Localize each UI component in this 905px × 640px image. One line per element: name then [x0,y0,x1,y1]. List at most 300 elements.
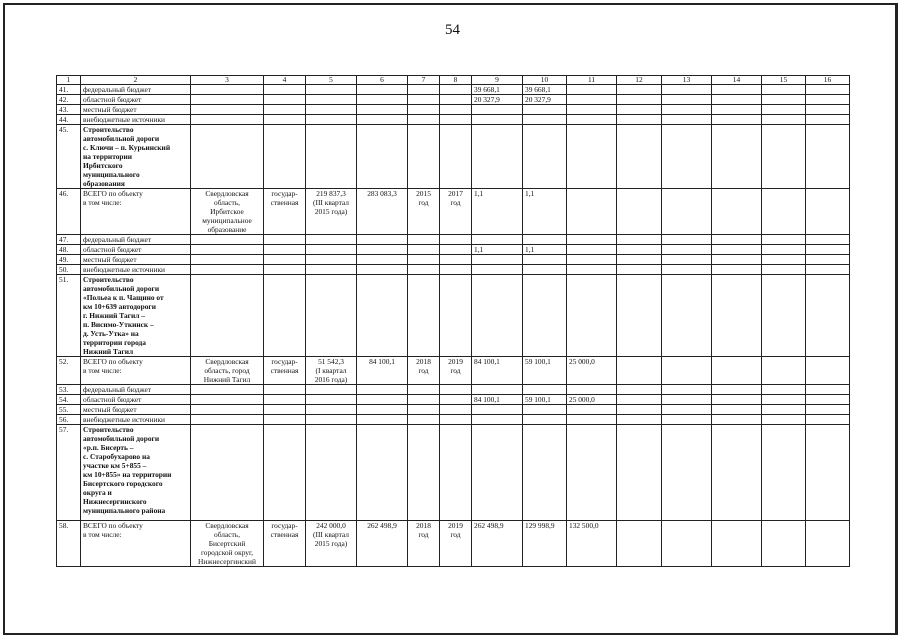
column-header-2: 2 [81,76,191,85]
cell-c12 [617,265,662,275]
cell-c14 [712,115,762,125]
row-number: 43. [57,105,81,115]
cell-c12 [617,105,662,115]
cell-c3: Свердловская область, Бисертский городской округ, Нижнесергинский [191,521,264,567]
cell-c9: 84 100,1 [472,357,523,385]
table-row [57,265,850,275]
cell-c12 [617,415,662,425]
cell-c7 [408,405,440,415]
cell-c7: 2015 год [408,189,440,235]
cell-c5: 242 000,0 (III квартал 2015 года) [306,521,357,567]
table-row [57,425,850,521]
cell-c11 [567,405,617,415]
cell-c12 [617,235,662,245]
cell-c10 [523,235,567,245]
cell-c6 [357,275,408,357]
cell-c6: 283 083,3 [357,189,408,235]
cell-c5: 219 837,3 (III квартал 2015 года) [306,189,357,235]
cell-c9 [472,255,523,265]
table-row [57,357,850,385]
cell-c13 [662,415,712,425]
row-name: федеральный бюджет [81,85,191,95]
row-number: 55. [57,405,81,415]
row-number: 42. [57,95,81,105]
cell-c6 [357,245,408,255]
cell-c13 [662,255,712,265]
cell-c10: 1,1 [523,245,567,255]
cell-c4 [264,235,306,245]
cell-c6 [357,265,408,275]
table-row [57,189,850,235]
cell-c15 [762,95,806,105]
cell-c15 [762,115,806,125]
row-number: 41. [57,85,81,95]
cell-c16 [806,265,850,275]
cell-c5 [306,275,357,357]
column-header-8: 8 [440,76,472,85]
cell-c7 [408,415,440,425]
cell-c9 [472,425,523,521]
cell-c12 [617,275,662,357]
cell-c16 [806,405,850,415]
row-name: Строительство автомобильной дороги с. Ключи – п. Курьинский на территории Ирбитского муниципального образования [81,125,191,189]
cell-c12 [617,385,662,395]
cell-c8: 2019 год [440,521,472,567]
cell-c15 [762,415,806,425]
cell-c15 [762,395,806,405]
cell-c10 [523,385,567,395]
table-row [57,85,850,95]
cell-c9: 1,1 [472,189,523,235]
cell-c5 [306,395,357,405]
cell-c14 [712,105,762,115]
row-name: областной бюджет [81,95,191,105]
cell-c4: государ- ственная [264,357,306,385]
cell-c11 [567,265,617,275]
cell-c16 [806,357,850,385]
cell-c4 [264,425,306,521]
cell-c16 [806,189,850,235]
column-header-4: 4 [264,76,306,85]
row-number: 49. [57,255,81,265]
cell-c6 [357,85,408,95]
row-number: 58. [57,521,81,567]
row-name: местный бюджет [81,405,191,415]
row-number: 50. [57,265,81,275]
cell-c7 [408,125,440,189]
cell-c5 [306,85,357,95]
row-number: 51. [57,275,81,357]
cell-c15 [762,105,806,115]
cell-c13 [662,521,712,567]
cell-c3 [191,245,264,255]
cell-c5: 51 542,3 (I квартал 2016 года) [306,357,357,385]
row-number: 56. [57,415,81,425]
cell-c10 [523,425,567,521]
cell-c4 [264,415,306,425]
cell-c14 [712,265,762,275]
cell-c9 [472,405,523,415]
column-header-11: 11 [567,76,617,85]
cell-c6 [357,95,408,105]
cell-c9: 84 100,1 [472,395,523,405]
row-number: 52. [57,357,81,385]
cell-c16 [806,521,850,567]
cell-c13 [662,85,712,95]
cell-c15 [762,245,806,255]
row-name: местный бюджет [81,255,191,265]
cell-c3 [191,265,264,275]
cell-c7 [408,425,440,521]
cell-c9: 1,1 [472,245,523,255]
cell-c12 [617,255,662,265]
cell-c7 [408,245,440,255]
cell-c11 [567,189,617,235]
cell-c13 [662,189,712,235]
cell-c4: государ- ственная [264,521,306,567]
table-row [57,275,850,357]
cell-c10 [523,405,567,415]
cell-c6 [357,405,408,415]
cell-c15 [762,189,806,235]
cell-c11 [567,105,617,115]
cell-c3 [191,405,264,415]
cell-c5 [306,255,357,265]
column-header-14: 14 [712,76,762,85]
cell-c8 [440,85,472,95]
cell-c14 [712,405,762,415]
cell-c6 [357,415,408,425]
row-number: 57. [57,425,81,521]
cell-c4 [264,255,306,265]
cell-c9: 262 498,9 [472,521,523,567]
cell-c13 [662,125,712,189]
cell-c5 [306,265,357,275]
cell-c7 [408,265,440,275]
row-name: федеральный бюджет [81,385,191,395]
cell-c11 [567,95,617,105]
cell-c16 [806,235,850,245]
cell-c6: 262 498,9 [357,521,408,567]
cell-c15 [762,255,806,265]
cell-c15 [762,235,806,245]
cell-c9 [472,125,523,189]
cell-c8 [440,415,472,425]
cell-c8 [440,395,472,405]
row-number: 54. [57,395,81,405]
cell-c10 [523,415,567,425]
cell-c5 [306,95,357,105]
row-number: 53. [57,385,81,395]
column-header-5: 5 [306,76,357,85]
cell-c14 [712,245,762,255]
cell-c8 [440,235,472,245]
cell-c3: Свердловская область, Ирбитское муниципальное образование [191,189,264,235]
cell-c9 [472,115,523,125]
cell-c7: 2018 год [408,521,440,567]
table-row [57,235,850,245]
cell-c16 [806,105,850,115]
table-row [57,385,850,395]
cell-c11 [567,115,617,125]
row-name: областной бюджет [81,395,191,405]
cell-c13 [662,385,712,395]
cell-c7 [408,395,440,405]
cell-c8 [440,385,472,395]
row-name: областной бюджет [81,245,191,255]
cell-c10 [523,275,567,357]
cell-c13 [662,235,712,245]
cell-c14 [712,95,762,105]
table-row [57,405,850,415]
row-number: 45. [57,125,81,189]
cell-c15 [762,275,806,357]
cell-c5 [306,415,357,425]
cell-c12 [617,125,662,189]
row-number: 47. [57,235,81,245]
cell-c11 [567,85,617,95]
column-header-9: 9 [472,76,523,85]
table-row [57,415,850,425]
cell-c3 [191,95,264,105]
cell-c7 [408,85,440,95]
cell-c3 [191,425,264,521]
cell-c6 [357,425,408,521]
cell-c10 [523,105,567,115]
cell-c6 [357,255,408,265]
column-header-10: 10 [523,76,567,85]
cell-c3 [191,255,264,265]
cell-c8 [440,265,472,275]
row-name: федеральный бюджет [81,235,191,245]
cell-c14 [712,425,762,521]
cell-c10 [523,255,567,265]
cell-c8: 2017 год [440,189,472,235]
cell-c7: 2018 год [408,357,440,385]
cell-c13 [662,265,712,275]
cell-c3: Свердловская область, город Нижний Тагил [191,357,264,385]
cell-c9 [472,105,523,115]
row-name: ВСЕГО по объекту в том числе: [81,189,191,235]
cell-c3 [191,125,264,189]
cell-c4 [264,125,306,189]
cell-c9: 20 327,9 [472,95,523,105]
row-number: 46. [57,189,81,235]
cell-c8 [440,425,472,521]
cell-c3 [191,385,264,395]
page-number: 54 [445,22,460,38]
cell-c15 [762,85,806,95]
cell-c4 [264,405,306,415]
cell-c10 [523,115,567,125]
cell-c12 [617,115,662,125]
row-name: внебюджетные источники [81,415,191,425]
cell-c15 [762,357,806,385]
cell-c4 [264,115,306,125]
cell-c10 [523,125,567,189]
cell-c10: 39 668,1 [523,85,567,95]
cell-c11 [567,125,617,189]
cell-c16 [806,115,850,125]
cell-c12 [617,357,662,385]
cell-c9 [472,275,523,357]
cell-c13 [662,425,712,521]
cell-c10: 20 327,9 [523,95,567,105]
column-header-15: 15 [762,76,806,85]
cell-c7 [408,105,440,115]
cell-c5 [306,235,357,245]
column-header-12: 12 [617,76,662,85]
cell-c13 [662,95,712,105]
cell-c10: 129 998,9 [523,521,567,567]
header-row [57,76,850,85]
cell-c11 [567,255,617,265]
cell-c15 [762,265,806,275]
table-row [57,115,850,125]
cell-c14 [712,415,762,425]
cell-c13 [662,405,712,415]
cell-c16 [806,255,850,265]
column-header-1: 1 [57,76,81,85]
row-name: местный бюджет [81,105,191,115]
cell-c16 [806,125,850,189]
cell-c3 [191,115,264,125]
cell-c13 [662,395,712,405]
cell-c5 [306,245,357,255]
cell-c6 [357,385,408,395]
cell-c13 [662,275,712,357]
cell-c12 [617,95,662,105]
cell-c11: 25 000,0 [567,357,617,385]
cell-c8 [440,125,472,189]
cell-c13 [662,115,712,125]
row-name: внебюджетные источники [81,115,191,125]
table-row [57,105,850,115]
cell-c8 [440,95,472,105]
cell-c7 [408,255,440,265]
cell-c14 [712,255,762,265]
cell-c3 [191,235,264,245]
cell-c12 [617,405,662,415]
cell-c3 [191,415,264,425]
cell-c15 [762,405,806,415]
cell-c7 [408,385,440,395]
cell-c7 [408,95,440,105]
cell-c16 [806,245,850,255]
cell-c14 [712,385,762,395]
cell-c16 [806,95,850,105]
cell-c5 [306,105,357,115]
cell-c15 [762,521,806,567]
cell-c6: 84 100,1 [357,357,408,385]
cell-c12 [617,189,662,235]
cell-c4 [264,385,306,395]
cell-c10: 59 100,1 [523,357,567,385]
cell-c13 [662,245,712,255]
cell-c5 [306,125,357,189]
cell-c9 [472,235,523,245]
cell-c14 [712,275,762,357]
cell-c11: 25 000,0 [567,395,617,405]
cell-c9 [472,265,523,275]
cell-c11 [567,385,617,395]
cell-c6 [357,125,408,189]
row-name: ВСЕГО по объекту в том числе: [81,521,191,567]
cell-c14 [712,235,762,245]
cell-c13 [662,105,712,115]
cell-c4 [264,245,306,255]
cell-c3 [191,395,264,405]
cell-c14 [712,125,762,189]
cell-c15 [762,125,806,189]
cell-c9 [472,385,523,395]
cell-c5 [306,115,357,125]
cell-c9 [472,415,523,425]
cell-c6 [357,235,408,245]
column-header-16: 16 [806,76,850,85]
cell-c5 [306,425,357,521]
cell-c6 [357,115,408,125]
cell-c4 [264,85,306,95]
table-row [57,95,850,105]
cell-c15 [762,425,806,521]
cell-c14 [712,85,762,95]
cell-c8 [440,255,472,265]
cell-c12 [617,245,662,255]
row-number: 48. [57,245,81,255]
cell-c5 [306,405,357,415]
cell-c11: 132 500,0 [567,521,617,567]
cell-c6 [357,395,408,405]
budget-table [56,75,850,567]
table-row [57,395,850,405]
table-row [57,521,850,567]
cell-c12 [617,85,662,95]
cell-c11 [567,245,617,255]
cell-c8: 2019 год [440,357,472,385]
cell-c7 [408,235,440,245]
cell-c6 [357,105,408,115]
cell-c11 [567,425,617,521]
cell-c4 [264,275,306,357]
cell-c4 [264,395,306,405]
cell-c5 [306,385,357,395]
cell-c11 [567,235,617,245]
row-number: 44. [57,115,81,125]
cell-c10: 59 100,1 [523,395,567,405]
row-name: внебюджетные источники [81,265,191,275]
cell-c8 [440,405,472,415]
cell-c4 [264,265,306,275]
cell-c12 [617,395,662,405]
cell-c8 [440,275,472,357]
table-row [57,245,850,255]
column-header-6: 6 [357,76,408,85]
cell-c16 [806,395,850,405]
cell-c14 [712,189,762,235]
cell-c4 [264,95,306,105]
cell-c3 [191,275,264,357]
cell-c13 [662,357,712,385]
table-row [57,255,850,265]
cell-c10: 1,1 [523,189,567,235]
cell-c14 [712,395,762,405]
cell-c16 [806,385,850,395]
table-row [57,125,850,189]
cell-c11 [567,415,617,425]
cell-c4 [264,105,306,115]
row-name: ВСЕГО по объекту в том числе: [81,357,191,385]
